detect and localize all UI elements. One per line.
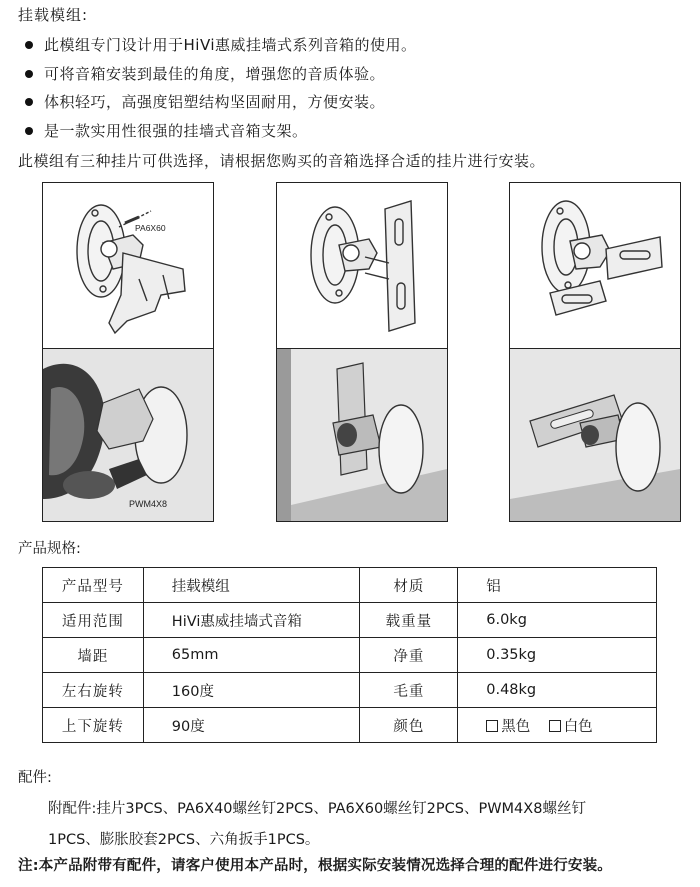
usage-note: 注:本产品附带有配件，请客户使用本产品时，根据实际安装情况选择合理的配件进行安装。: [18, 858, 612, 874]
feature-list: [22, 34, 417, 148]
spec-value: 6.0kg: [458, 603, 657, 638]
spec-value: 0.35kg: [458, 638, 657, 673]
photo-drawing: [510, 349, 680, 521]
accessories-text: [48, 794, 668, 856]
table-row: [43, 708, 657, 743]
spec-value: 挂载模组: [143, 568, 360, 603]
specs-heading: 产品规格:: [18, 541, 81, 557]
spec-key: 毛重: [360, 673, 458, 708]
feature-item: 可将音箱安装到最佳的角度，增强您的音质体验。: [22, 63, 417, 92]
spec-value: 0.48kg: [458, 673, 657, 708]
mounted-photo-2: [276, 348, 448, 522]
spec-key: 净重: [360, 638, 458, 673]
spec-key: 左右旋转: [43, 673, 144, 708]
bracket-figure-2: [276, 182, 448, 350]
spec-key: 颜色: [360, 708, 458, 743]
photo-drawing: [43, 349, 213, 521]
screw-label: PWM4X8: [129, 499, 168, 509]
accessories-heading: 配件:: [18, 770, 52, 786]
intro-text: 此模组有三种挂片可供选择，请根据您购买的音箱选择合适的挂片进行安装。: [18, 152, 546, 170]
checkbox-white[interactable]: [549, 720, 561, 732]
table-row: [43, 568, 657, 603]
photo-drawing: [277, 349, 447, 521]
table-row: [43, 673, 657, 708]
spec-value: 160度: [143, 673, 360, 708]
spec-value: 90度: [143, 708, 360, 743]
spec-key: 材质: [360, 568, 458, 603]
checkbox-black[interactable]: [486, 720, 498, 732]
color-option-label: 黑色: [501, 718, 531, 735]
spec-key: 墙距: [43, 638, 144, 673]
bracket-figure-1: [42, 182, 214, 350]
accessories-line: 附配件:挂片3PCS、PA6X40螺丝钉2PCS、PA6X60螺丝钉2PCS、PWM4X8螺丝钉: [48, 801, 586, 817]
table-row: [43, 603, 657, 638]
bracket-figure-3: [509, 182, 681, 350]
accessories-line: 1PCS、膨胀胶套2PCS、六角扳手1PCS。: [48, 832, 320, 848]
screw-label: PA6X60: [135, 223, 166, 233]
bracket-drawing: [277, 183, 447, 349]
spec-key: 载重量: [360, 603, 458, 638]
feature-item: 此模组专门设计用于HiVi惠威挂墙式系列音箱的使用。: [22, 34, 417, 63]
color-option-label: 白色: [563, 718, 593, 735]
specs-table: [42, 567, 657, 743]
spec-key: 上下旋转: [43, 708, 144, 743]
spec-value: 铝: [458, 568, 657, 603]
bracket-drawing: [510, 183, 680, 349]
spec-key: 适用范围: [43, 603, 144, 638]
color-options: [458, 708, 657, 743]
spec-key: 产品型号: [43, 568, 144, 603]
feature-item: 体积轻巧，高强度铝塑结构坚固耐用，方便安装。: [22, 91, 417, 120]
mounted-photo-3: [509, 348, 681, 522]
table-row: [43, 638, 657, 673]
mounted-photo-1: [42, 348, 214, 522]
feature-item: 是一款实用性很强的挂墙式音箱支架。: [22, 120, 417, 149]
spec-value: 65mm: [143, 638, 360, 673]
section-title: 挂载模组:: [18, 6, 89, 24]
spec-value: HiVi惠威挂墙式音箱: [143, 603, 360, 638]
bracket-drawing: [43, 183, 213, 349]
